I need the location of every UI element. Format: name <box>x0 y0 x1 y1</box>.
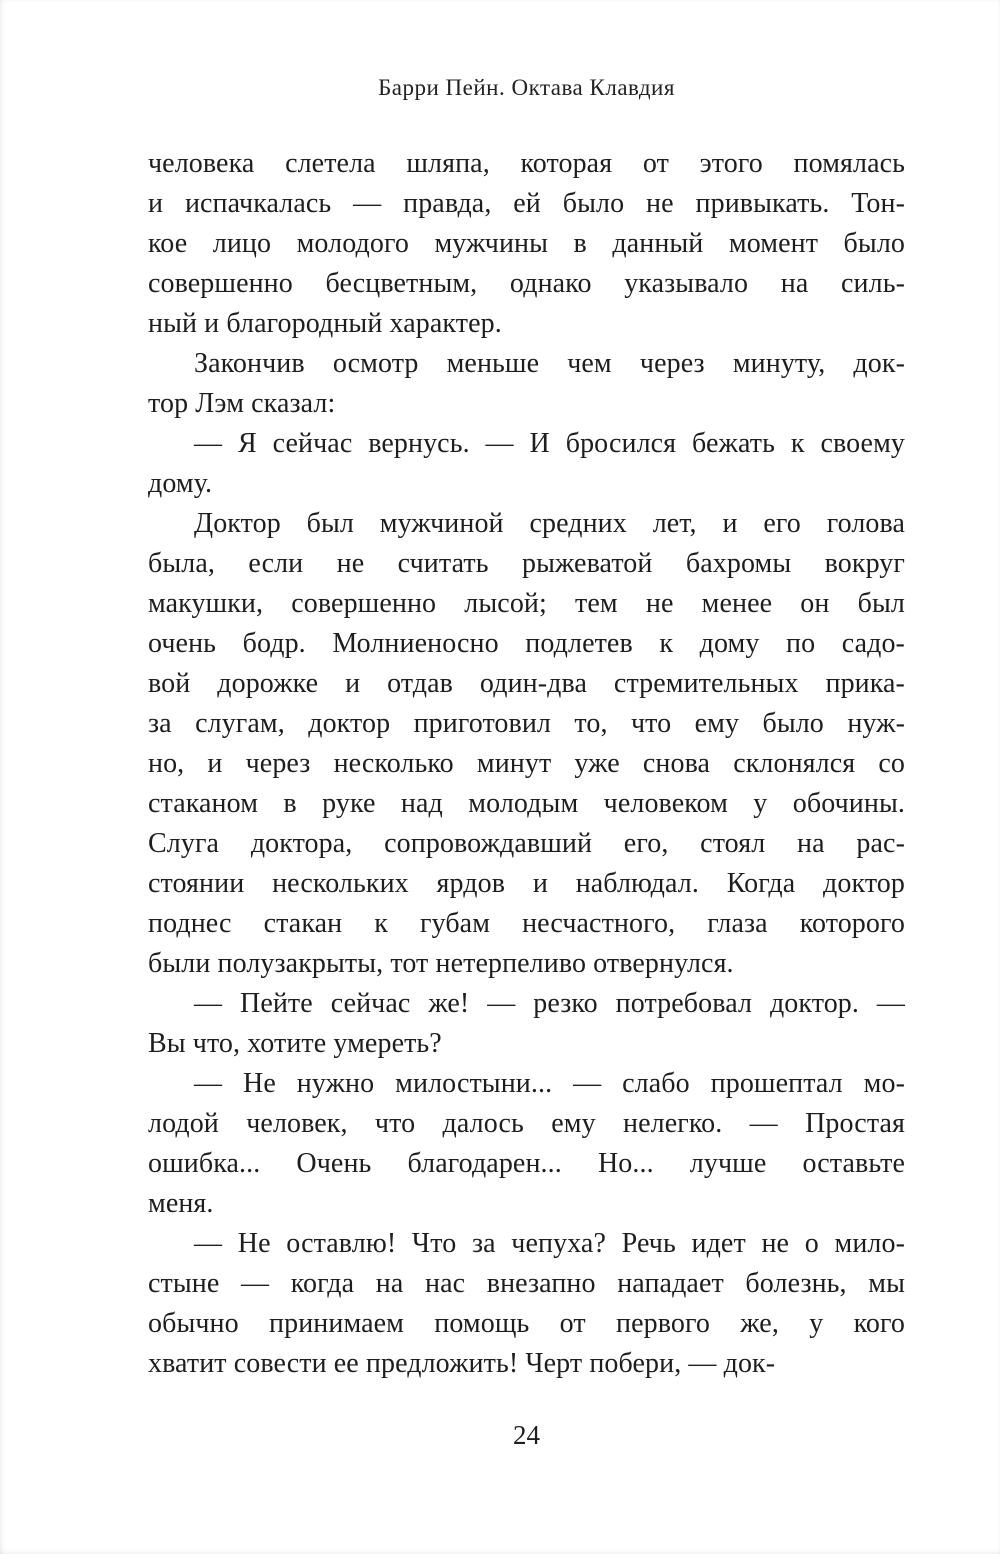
text-line: хватит совести ее предложить! Черт побери, — док- <box>148 1348 776 1379</box>
text-line: за слугам, доктор приготовил то, что ему было нуж- <box>148 708 905 739</box>
text-line: была, если не считать рыжеватой бахромы вокруг <box>148 548 905 579</box>
text-line: дому. <box>148 468 213 499</box>
text-line: ошибка... Очень благодарен... Но... лучше оставьте <box>148 1148 905 1179</box>
text-line: — Пейте сейчас же! — резко потребовал доктор. — <box>194 988 905 1019</box>
text-line: были полузакрыты, тот нетерпеливо отвернулся. <box>148 948 734 979</box>
paragraph <box>148 1064 905 1224</box>
text-line: и испачкалась — правда, ей было не привыкать. Тон- <box>148 188 905 219</box>
running-header: Барри Пейн. Октава Клавдия <box>378 75 675 100</box>
text-line: Слуга доктора, сопровождавший его, стоял на рас- <box>148 828 905 859</box>
text-line: человека слетела шляпа, которая от этого помялась <box>148 148 905 179</box>
text-line: — Не оставлю! Что за чепуха? Речь идет не о мило- <box>194 1228 905 1259</box>
text-line: макушки, совершенно лысой; тем не менее он был <box>148 588 905 619</box>
text-block <box>148 144 905 1384</box>
text-line: стоянии нескольких ярдов и наблюдал. Когда доктор <box>148 868 905 899</box>
text-line: вой дорожке и отдав один-два стремительных прика- <box>148 668 905 699</box>
text-line: очень бодр. Молниеносно подлетев к дому по садо- <box>148 628 905 659</box>
text-line: меня. <box>148 1188 214 1219</box>
text-line: ный и благородный характер. <box>148 308 502 339</box>
paragraph <box>148 344 905 424</box>
text-line: но, и через несколько минут уже снова склонялся со <box>148 748 905 779</box>
text-line: обычно принимаем помощь от первого же, у кого <box>148 1308 905 1339</box>
text-line: кое лицо молодого мужчины в данный момент было <box>148 228 905 259</box>
text-line: лодой человек, что далось ему нелегко. — Простая <box>148 1108 905 1139</box>
text-line: стаканом в руке над молодым человеком у обочины. <box>148 788 905 819</box>
text-line: поднес стакан к губам несчастного, глаза которого <box>148 908 905 939</box>
text-line: совершенно бесцветным, однако указывало на силь- <box>148 268 905 299</box>
paragraph <box>148 144 905 344</box>
text-line: — Я сейчас вернусь. — И бросился бежать к своему <box>194 428 905 459</box>
paragraph <box>148 984 905 1064</box>
text-line: Вы что, хотите умереть? <box>148 1028 442 1059</box>
paragraph <box>148 1224 905 1384</box>
paragraph <box>148 424 905 504</box>
text-line: Доктор был мужчиной средних лет, и его голова <box>194 508 905 539</box>
paragraph <box>148 504 905 984</box>
page-number: 24 <box>513 1420 540 1450</box>
text-line: стыне — когда на нас внезапно нападает болезнь, мы <box>148 1268 905 1299</box>
text-line: тор Лэм сказал: <box>148 388 336 419</box>
text-line: — Не нужно милостыни... — слабо прошептал мо- <box>194 1068 905 1099</box>
text-line: Закончив осмотр меньше чем через минуту, док- <box>194 348 905 379</box>
